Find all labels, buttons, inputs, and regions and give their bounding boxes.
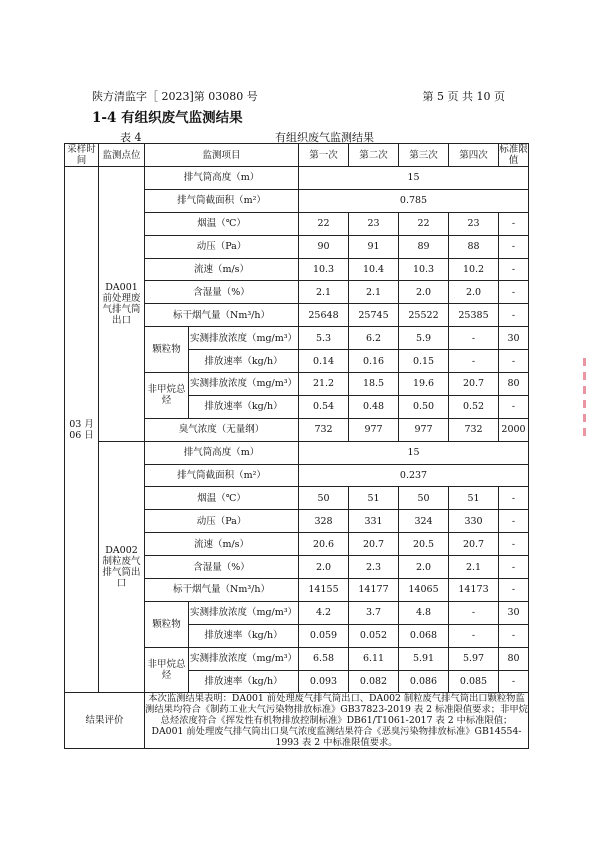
value-cell: 0.52	[449, 395, 499, 418]
limit-cell: 2000	[499, 418, 529, 441]
table-row	[65, 441, 529, 464]
particulate-label-cell: 颗粒物	[145, 601, 189, 647]
value-cell: 20.5	[399, 533, 449, 556]
value-cell: 19.6	[399, 373, 449, 396]
value-cell: 331	[349, 510, 399, 533]
limit-cell: 30	[499, 327, 529, 350]
header-sample-time: 采样时间	[65, 144, 99, 167]
value-cell: 977	[349, 418, 399, 441]
header-standard-limit: 标准限值	[499, 144, 528, 166]
section-title: 1-4 有组织废气监测结果	[92, 110, 243, 126]
value-cell: 23	[349, 212, 399, 235]
item-cell: 流速（m/s）	[145, 258, 299, 281]
value-cell: 10.3	[299, 258, 349, 281]
conclusion-text: 本次监测结果表明：DA001 前处理废气排气筒出口、DA002 制粒废气排气筒出口颗粒物监测结果均符合《制药工业大气污染物排放标准》GB37823-2019 表 2 标准限值要求；非甲烷总烃浓度符合《挥发性有机物排放控制标准》DB61/T1061-2017 表 2 中标准限值；DA001 前处理废气排气筒出口臭气浓度监测结果符合《恶臭污染物排放标准》GB14554-1993 表 2 中标准限值要求。	[145, 693, 528, 749]
item-cell: 烟温（℃）	[145, 487, 299, 510]
table-row	[65, 167, 529, 190]
value-cell: 0.052	[349, 624, 399, 647]
header-monitoring-item: 监测项目	[145, 144, 299, 167]
item-cell: 实测排放浓度（mg/m³）	[189, 601, 299, 624]
limit-cell: -	[499, 533, 529, 556]
value-cell: -	[449, 350, 499, 373]
value-cell: 0.16	[349, 350, 399, 373]
value-cell: -	[449, 624, 499, 647]
nmhc-label-cell: 非甲烷总烃	[145, 647, 189, 693]
stack-height-label: 排气筒高度（m）	[145, 441, 299, 464]
value-cell: 21.2	[299, 373, 349, 396]
item-cell: 排放速率（kg/h）	[189, 350, 299, 373]
value-cell: 50	[299, 487, 349, 510]
limit-cell: -	[499, 258, 529, 281]
value-cell: 0.086	[399, 670, 449, 693]
value-cell: 5.3	[299, 327, 349, 350]
limit-cell: -	[499, 212, 529, 235]
value-cell: 51	[349, 487, 399, 510]
table-title: 有组织废气监测结果	[275, 131, 374, 144]
value-cell: 0.059	[299, 624, 349, 647]
value-cell: 10.3	[399, 258, 449, 281]
item-cell: 实测排放浓度（mg/m³）	[189, 647, 299, 670]
value-cell: 90	[299, 235, 349, 258]
value-cell: 2.0	[399, 556, 449, 579]
item-cell: 含湿量（%）	[145, 556, 299, 579]
value-cell: 14177	[349, 579, 399, 602]
limit-cell: 30	[499, 601, 529, 624]
value-cell: 50	[399, 487, 449, 510]
monitoring-point-cell: DA001 前处理废气排气筒出口	[99, 167, 145, 442]
item-cell: 实测排放浓度（mg/m³）	[189, 327, 299, 350]
item-cell: 标干烟气量（Nm³/h）	[145, 304, 299, 327]
value-cell: 2.1	[299, 281, 349, 304]
value-cell: 14065	[399, 579, 449, 602]
value-cell: 6.58	[299, 647, 349, 670]
value-cell: 977	[399, 418, 449, 441]
value-cell: 5.9	[399, 327, 449, 350]
limit-cell: -	[499, 395, 529, 418]
stack-height-value: 15	[299, 167, 529, 190]
value-cell: 51	[449, 487, 499, 510]
value-cell: 25648	[299, 304, 349, 327]
item-cell: 标干烟气量（Nm³/h）	[145, 579, 299, 602]
item-cell: 排放速率（kg/h）	[189, 395, 299, 418]
emission-results-table	[64, 143, 529, 749]
value-cell: 4.2	[299, 601, 349, 624]
value-cell: 0.093	[299, 670, 349, 693]
page-info: 第 5 页 共 10 页	[422, 90, 505, 103]
particulate-label-cell: 颗粒物	[145, 327, 189, 373]
value-cell: 0.50	[399, 395, 449, 418]
limit-cell: -	[499, 350, 529, 373]
table-row	[65, 144, 529, 167]
value-cell: -	[449, 327, 499, 350]
value-cell: 4.8	[399, 601, 449, 624]
limit-cell: -	[499, 235, 529, 258]
value-cell: 0.082	[349, 670, 399, 693]
value-cell: 18.5	[349, 373, 399, 396]
value-cell: 2.1	[349, 281, 399, 304]
value-cell: 23	[449, 212, 499, 235]
nmhc-label-cell: 非甲烷总烃	[145, 373, 189, 419]
value-cell: 91	[349, 235, 399, 258]
item-cell: 烟温（℃）	[145, 212, 299, 235]
stack-area-label: 排气筒截面积（m²）	[145, 464, 299, 487]
value-cell: 732	[299, 418, 349, 441]
value-cell: 10.4	[349, 258, 399, 281]
value-cell: 25522	[399, 304, 449, 327]
value-cell: 2.1	[449, 556, 499, 579]
stack-height-value: 15	[299, 441, 529, 464]
header-round-1: 第一次	[299, 144, 349, 167]
limit-cell: -	[499, 670, 529, 693]
value-cell: 6.2	[349, 327, 399, 350]
value-cell: 0.48	[349, 395, 399, 418]
value-cell: 88	[449, 235, 499, 258]
value-cell: 5.97	[449, 647, 499, 670]
value-cell: 14173	[449, 579, 499, 602]
limit-cell: -	[499, 579, 529, 602]
limit-cell: -	[499, 510, 529, 533]
value-cell: -	[449, 601, 499, 624]
value-cell: 324	[399, 510, 449, 533]
value-cell: 732	[449, 418, 499, 441]
value-cell: 0.068	[399, 624, 449, 647]
conclusion-label: 结果评价	[65, 693, 145, 749]
seam-stamp-mark	[578, 352, 592, 442]
table-row	[65, 693, 529, 749]
document-number: 陕方清监字［ 2023]第 03080 号	[92, 90, 258, 103]
limit-cell: 80	[499, 373, 529, 396]
item-cell: 含湿量（%）	[145, 281, 299, 304]
sample-date-cell: 03 月 06 日	[65, 167, 99, 693]
item-cell: 流速（m/s）	[145, 533, 299, 556]
value-cell: 0.54	[299, 395, 349, 418]
value-cell: 22	[299, 212, 349, 235]
value-cell: 25385	[449, 304, 499, 327]
value-cell: 0.085	[449, 670, 499, 693]
item-cell: 排放速率（kg/h）	[189, 670, 299, 693]
header-round-2: 第二次	[349, 144, 399, 167]
value-cell: 10.2	[449, 258, 499, 281]
table-number: 表 4	[120, 131, 142, 144]
value-cell: 2.3	[349, 556, 399, 579]
value-cell: 0.14	[299, 350, 349, 373]
stack-height-label: 排气筒高度（m）	[145, 167, 299, 190]
item-cell: 排放速率（kg/h）	[189, 624, 299, 647]
item-cell: 动压（Pa）	[145, 235, 299, 258]
value-cell: 5.91	[399, 647, 449, 670]
value-cell: 2.0	[399, 281, 449, 304]
item-cell: 动压（Pa）	[145, 510, 299, 533]
limit-cell: 80	[499, 647, 529, 670]
stack-area-value: 0.237	[299, 464, 529, 487]
header-monitoring-point: 监测点位	[99, 144, 145, 167]
header-round-4: 第四次	[449, 144, 499, 167]
header-round-3: 第三次	[399, 144, 449, 167]
stack-area-value: 0.785	[299, 189, 529, 212]
value-cell: 2.0	[449, 281, 499, 304]
value-cell: 20.6	[299, 533, 349, 556]
value-cell: 14155	[299, 579, 349, 602]
limit-cell: -	[499, 556, 529, 579]
value-cell: 22	[399, 212, 449, 235]
limit-cell: -	[499, 304, 529, 327]
item-cell: 实测排放浓度（mg/m³）	[189, 373, 299, 396]
limit-cell: -	[499, 281, 529, 304]
value-cell: 89	[399, 235, 449, 258]
value-cell: 20.7	[449, 373, 499, 396]
value-cell: 0.15	[399, 350, 449, 373]
limit-cell: -	[499, 624, 529, 647]
value-cell: 25745	[349, 304, 399, 327]
stack-area-label: 排气筒截面积（m²）	[145, 189, 299, 212]
value-cell: 2.0	[299, 556, 349, 579]
value-cell: 20.7	[449, 533, 499, 556]
value-cell: 20.7	[349, 533, 399, 556]
monitoring-point-cell: DA002 制粒废气排气筒出口	[99, 441, 145, 693]
odor-item-cell: 臭气浓度（无量纲）	[145, 418, 299, 441]
value-cell: 330	[449, 510, 499, 533]
value-cell: 3.7	[349, 601, 399, 624]
value-cell: 6.11	[349, 647, 399, 670]
limit-cell: -	[499, 487, 529, 510]
value-cell: 328	[299, 510, 349, 533]
